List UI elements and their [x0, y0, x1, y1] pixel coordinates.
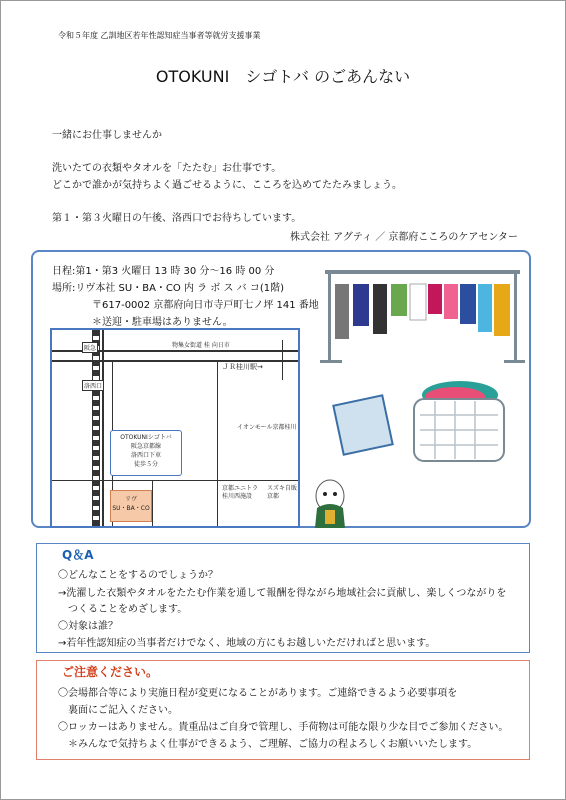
- map-direction-line-4: 徒歩５分: [133, 461, 158, 468]
- access-map: [50, 328, 300, 528]
- map-shop2-line-2: 京都: [267, 493, 280, 500]
- map-shop1-line-1: 京都ユニトラ: [222, 485, 259, 492]
- header-note: 令和５年度 乙訓地区若年性認知症当事者等就労支援事業: [58, 31, 261, 40]
- qa-question-1: 〇どんなことをするのでしょうか？: [58, 570, 218, 581]
- map-direction-line-3: 洛西口下車: [130, 452, 161, 459]
- intro-line-1: 一緒にお仕事しませんか: [52, 130, 162, 141]
- notice-line-1: 〇会場都合等により実施日程が変更になることがあります。ご連絡できるよう必要事項を: [58, 688, 458, 699]
- notice-line-3: 〇ロッカーはありません。貴重品はご自身で管理し、手荷物は可能な限り少な目でご参加ください。: [58, 722, 509, 733]
- map-direction-line-1: OTOKUNIシゴトバ: [120, 434, 172, 441]
- event-date: 日程:第1・第3 火曜日 13 時 30 分～16 時 00 分: [52, 266, 275, 277]
- laundry-basket-illustration: [330, 375, 510, 470]
- map-rakusaiguchi-label: 洛西口: [82, 380, 104, 391]
- railway-line: [92, 330, 100, 528]
- map-road-top: 物集女街道 桂 向日市: [172, 342, 230, 349]
- map-direction-box: [110, 430, 182, 476]
- event-address: 〒617-0002 京都府向日市寺戸町七ノ坪 141 番地: [92, 300, 319, 311]
- qa-title: Q＆A: [62, 548, 94, 562]
- notice-line-4: ＊みんなで気持ちよく仕事ができるよう、ご理解、ご協力の程よろしくお願いいたします。: [58, 739, 478, 750]
- intro-line-2: 洗いたての衣類やタオルを「たたむ」お仕事です。: [52, 163, 282, 174]
- map-reve-line-1: リヴ: [124, 496, 137, 503]
- map-shop2-line-1: スズキ自販: [267, 485, 298, 492]
- map-shop1-line-2: 桂川西施設: [222, 493, 253, 500]
- map-station-label: ＪＲ桂川駅→: [222, 363, 263, 371]
- map-direction-line-2: 阪急京都線: [130, 443, 161, 450]
- organizer-text: 株式会社 アグティ ／ 京都府こころのケアセンター: [290, 232, 518, 243]
- parking-note: ＊送迎・駐車場はありません。: [92, 317, 233, 328]
- qa-question-2: 〇対象は誰？: [58, 621, 118, 632]
- map-store-label: イオンモール京都桂川: [237, 424, 297, 431]
- map-shop2: [267, 485, 297, 501]
- qa-answer-1-line-1: →洗濯した衣類やタオルをたたむ作業を通して報酬を得ながら地域社会に貢献し、楽しくつながりを: [58, 588, 507, 599]
- intro-line-3: どこかで誰かが気持ちよく過ごせるように、こころを込めてたたみましょう。: [52, 180, 402, 191]
- map-shop1: [222, 485, 258, 501]
- qa-answer-1-line-2: つくることをめざします。: [58, 604, 188, 615]
- page-title: OTOKUNI シゴトバ のごあんない: [155, 67, 411, 86]
- clothes-rack-illustration: [320, 262, 525, 372]
- map-reve-box: [110, 490, 152, 522]
- notice-line-2: 裏面にご記入ください。: [58, 705, 178, 716]
- qa-answer-2: →若年性認知症の当事者だけでなく、地域の方にもお越しいただければと思います。: [58, 638, 436, 649]
- map-reve-line-2: SU・BA・CO: [112, 505, 150, 512]
- map-line-label: 阪急: [82, 342, 98, 353]
- event-place: 場所:リヴ本社 SU・BA・CO 内 ラ ボ ス バ コ(1階): [52, 283, 285, 294]
- notice-title: ご注意ください。: [62, 665, 159, 679]
- intro-line-4: 第１・第３火曜日の午後、洛西口でお待ちしています。: [52, 213, 302, 224]
- mascot-character-illustration: [305, 478, 355, 530]
